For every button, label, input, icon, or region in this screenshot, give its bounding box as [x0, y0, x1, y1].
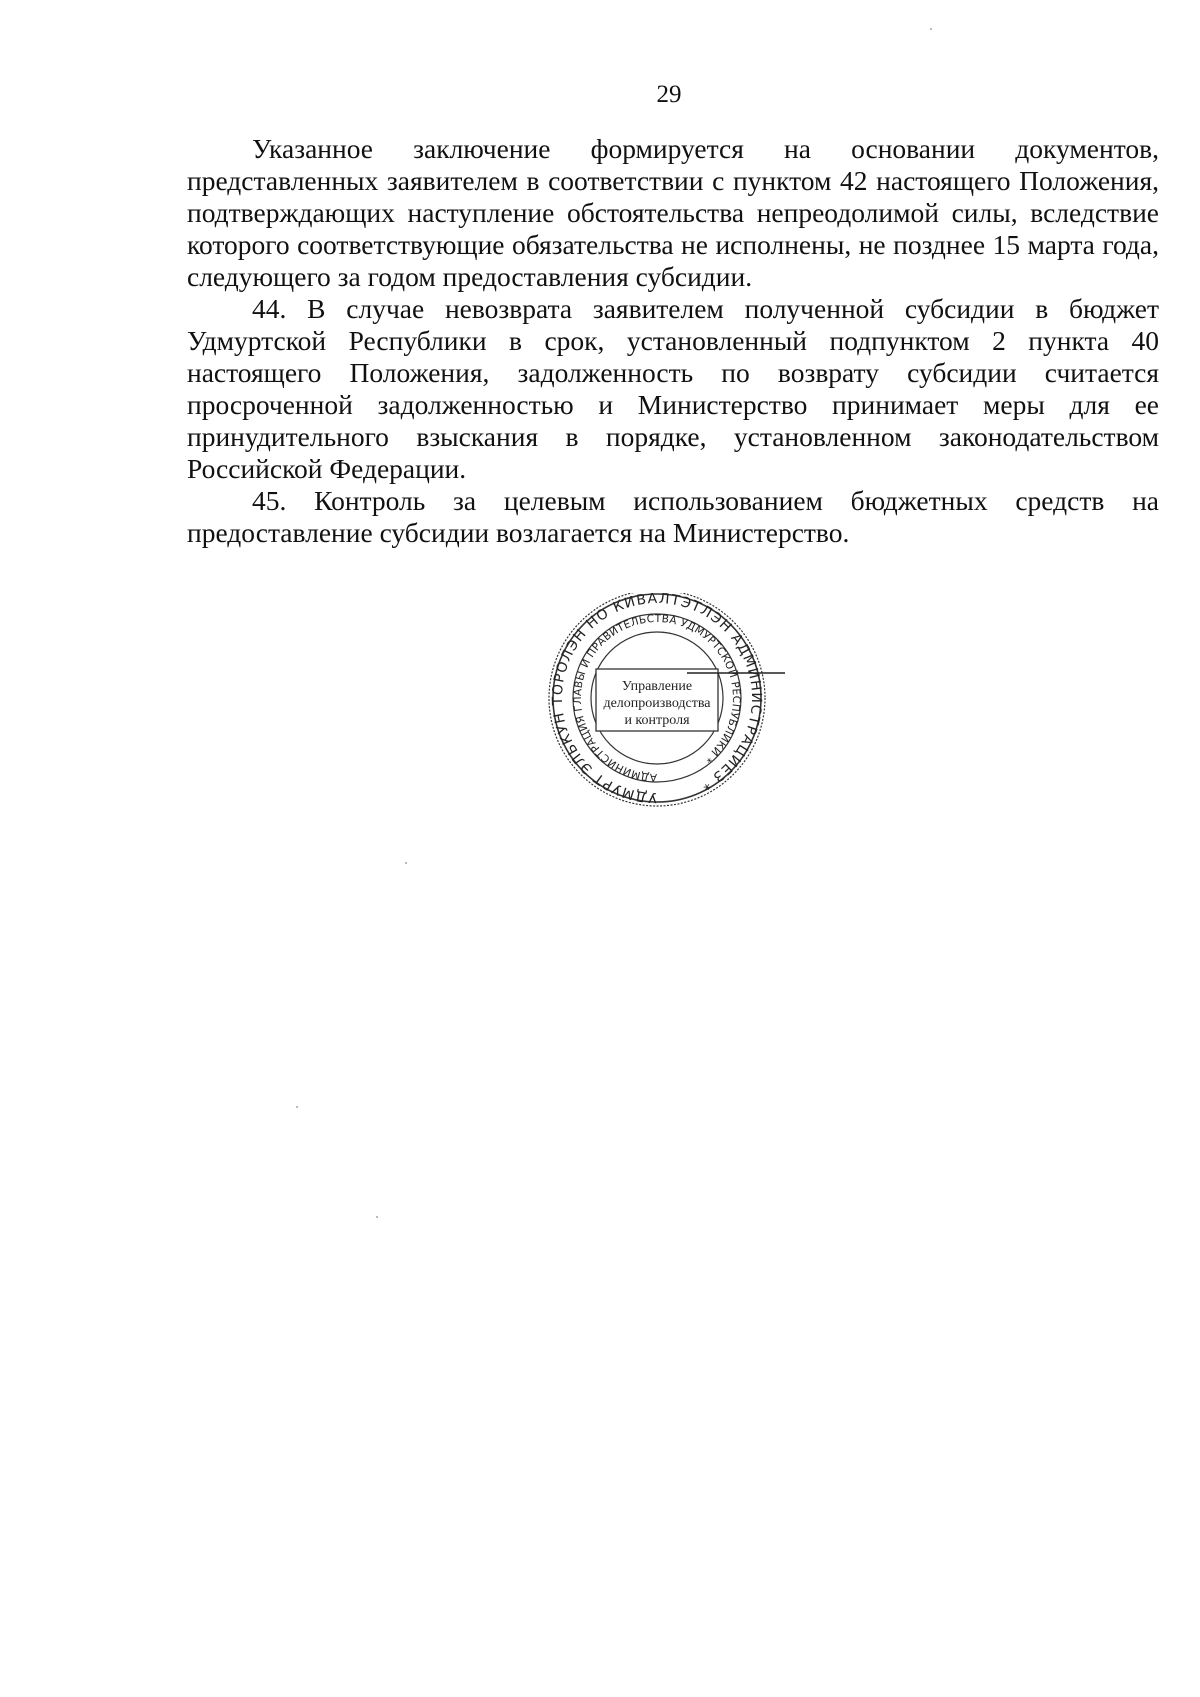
seal-inner-text: АДМИНИСТРАЦИЯ ГЛАВЫ И ПРАВИТЕЛЬСТВА УДМУРТСКОЙ РЕСПУБЛИКИ *: [571, 612, 743, 784]
seal-graphic: [537, 593, 787, 823]
seal-center-line-3: и контроля: [624, 713, 690, 728]
scan-speck: [376, 1216, 378, 1218]
seal-outer-text: УДМУРТ ЭЛЬКУН ТОРОЛЭН НО КИВАЛТЭТЛЭН АДМИНИСТРАЦИЕЗ *: [549, 593, 765, 806]
paragraph-44: 44. В случае невозврата заявителем полученной субсидии в бюджет Удмуртской Республики в срок, установленный подпунктом 2 пункта 40 настоящего Положения, задолженность по возврату субсидии считается просроченной задолженностью и Министерство принимает меры для ее принудительного взыскания в порядке, установленном законодательством Российской Федерации.: [187, 293, 1159, 484]
scan-speck: [405, 862, 407, 864]
page-number: 29: [656, 81, 682, 108]
official-seal: [537, 593, 787, 823]
document-body: [187, 133, 1159, 549]
paragraph-45: 45. Контроль за целевым использованием бюджетных средств на предоставление субсидии возлагается на Министерство.: [187, 485, 1159, 548]
seal-center-line-1: Управление: [621, 679, 693, 694]
seal-center-line-2: делопроизводства: [603, 696, 711, 711]
scan-speck: [930, 28, 932, 30]
scan-speck: [296, 1106, 298, 1108]
paragraph-conclusion: Указанное заключение формируется на основании документов, представленных заявителем в соответствии с пунктом 42 настоящего Положения, подтверждающих наступление обстоятельства непреодолимой силы, вследствие которого соответствующие обязательства не исполнены, не позднее 15 марта года, следующего за годом предоставления субсидии.: [187, 133, 1159, 292]
